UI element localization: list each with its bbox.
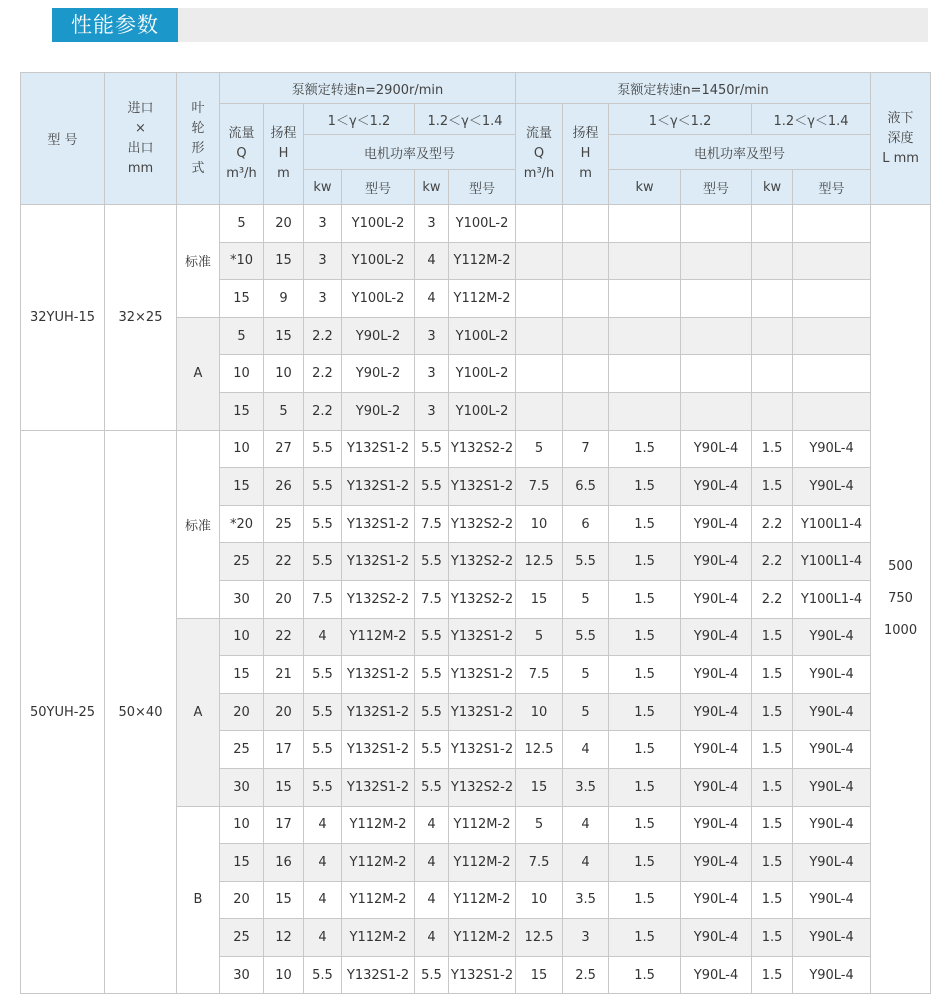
kw-cell: 2.2 <box>304 392 342 430</box>
header-type: 型号 <box>793 170 871 205</box>
kw-cell: 1.5 <box>609 430 681 468</box>
kw-cell: 4 <box>304 844 342 882</box>
motor-model-cell: Y90L-4 <box>681 806 752 844</box>
head-cell: 5.5 <box>563 543 609 581</box>
motor-model-cell: Y100L-2 <box>449 355 516 393</box>
header-speed-1450: 泵额定转速n=1450r/min <box>516 73 871 104</box>
flow-cell: 10 <box>516 693 563 731</box>
header-type: 型号 <box>342 170 415 205</box>
model-cell: 50YUH-25 <box>21 430 105 994</box>
head-cell: 5 <box>563 693 609 731</box>
kw-cell <box>609 242 681 280</box>
flow-cell: 12.5 <box>516 919 563 957</box>
head-cell: 15 <box>264 768 304 806</box>
flow-cell: 7.5 <box>516 844 563 882</box>
kw-cell: 1.5 <box>609 580 681 618</box>
header-kw: kw <box>752 170 793 205</box>
motor-model-cell <box>681 317 752 355</box>
motor-model-cell: Y132S2-2 <box>449 505 516 543</box>
kw-cell: 5.5 <box>304 656 342 694</box>
flow-cell: 30 <box>220 768 264 806</box>
kw-cell: 1.5 <box>752 956 793 994</box>
header-motor-2900: 电机功率及型号 <box>304 135 516 170</box>
kw-cell: 4 <box>415 280 449 318</box>
kw-cell: 2.2 <box>752 580 793 618</box>
flow-cell <box>516 242 563 280</box>
head-cell: 5.5 <box>563 618 609 656</box>
motor-model-cell: Y90L-4 <box>793 881 871 919</box>
flow-cell: 15 <box>516 768 563 806</box>
flow-cell <box>516 205 563 243</box>
kw-cell: 1.5 <box>752 468 793 506</box>
motor-model-cell: Y132S1-2 <box>449 731 516 769</box>
flow-cell <box>516 392 563 430</box>
head-cell: 3.5 <box>563 768 609 806</box>
motor-model-cell: Y132S2-2 <box>449 768 516 806</box>
impeller-cell: 标准 <box>177 205 220 318</box>
header-head-1450: 扬程 H m <box>563 104 609 205</box>
head-cell: 4 <box>563 844 609 882</box>
table-header <box>21 73 931 205</box>
flow-cell: 15 <box>516 580 563 618</box>
head-cell <box>563 205 609 243</box>
header-flow-1450: 流量 Q m³/h <box>516 104 563 205</box>
performance-table <box>20 72 931 994</box>
table-row <box>21 205 931 243</box>
head-cell: 5 <box>264 392 304 430</box>
kw-cell: 1.5 <box>609 693 681 731</box>
header-inlet-outlet: 进口 × 出口 mm <box>105 73 177 205</box>
motor-model-cell: Y112M-2 <box>449 881 516 919</box>
header-kw: kw <box>304 170 342 205</box>
motor-model-cell: Y132S1-2 <box>342 468 415 506</box>
header-kw: kw <box>609 170 681 205</box>
kw-cell: 5.5 <box>304 693 342 731</box>
flow-cell: 20 <box>220 881 264 919</box>
head-cell: 7 <box>563 430 609 468</box>
kw-cell: 7.5 <box>415 505 449 543</box>
kw-cell: 4 <box>415 242 449 280</box>
motor-model-cell: Y90L-4 <box>681 543 752 581</box>
header-flow-2900: 流量 Q m³/h <box>220 104 264 205</box>
kw-cell: 2.2 <box>304 317 342 355</box>
motor-model-cell: Y90L-4 <box>681 731 752 769</box>
head-cell: 22 <box>264 543 304 581</box>
motor-model-cell: Y132S1-2 <box>342 768 415 806</box>
head-cell: 15 <box>264 242 304 280</box>
header-speed-2900: 泵额定转速n=2900r/min <box>220 73 516 104</box>
motor-model-cell: Y100L-2 <box>342 242 415 280</box>
flow-cell: 7.5 <box>516 656 563 694</box>
kw-cell: 1.5 <box>752 768 793 806</box>
head-cell: 4 <box>563 731 609 769</box>
head-cell: 25 <box>264 505 304 543</box>
head-cell: 6.5 <box>563 468 609 506</box>
flow-cell: 20 <box>220 693 264 731</box>
flow-cell: 25 <box>220 919 264 957</box>
kw-cell: 1.5 <box>752 844 793 882</box>
motor-model-cell: Y112M-2 <box>449 844 516 882</box>
head-cell: 5 <box>563 656 609 694</box>
head-cell: 15 <box>264 881 304 919</box>
motor-model-cell: Y132S1-2 <box>342 693 415 731</box>
motor-model-cell: Y90L-4 <box>681 693 752 731</box>
motor-model-cell: Y132S1-2 <box>342 656 415 694</box>
head-cell: 10 <box>264 355 304 393</box>
motor-model-cell: Y132S1-2 <box>449 468 516 506</box>
motor-model-cell: Y132S2-2 <box>342 580 415 618</box>
section-header <box>52 8 928 42</box>
kw-cell: 1.5 <box>609 468 681 506</box>
motor-model-cell: Y132S1-2 <box>449 693 516 731</box>
kw-cell: 3 <box>304 280 342 318</box>
kw-cell: 1.5 <box>609 656 681 694</box>
motor-model-cell: Y90L-4 <box>681 881 752 919</box>
kw-cell: 2.2 <box>304 355 342 393</box>
impeller-cell: A <box>177 618 220 806</box>
flow-cell: 12.5 <box>516 543 563 581</box>
motor-model-cell: Y90L-4 <box>793 919 871 957</box>
kw-cell: 3 <box>415 355 449 393</box>
flow-cell: 5 <box>516 806 563 844</box>
flow-cell: 10 <box>516 505 563 543</box>
head-cell: 2.5 <box>563 956 609 994</box>
kw-cell: 5.5 <box>304 430 342 468</box>
motor-model-cell: Y132S1-2 <box>342 731 415 769</box>
depth-value: 1000 <box>884 623 918 639</box>
motor-model-cell <box>793 392 871 430</box>
motor-model-cell: Y132S2-2 <box>449 543 516 581</box>
kw-cell: 1.5 <box>609 881 681 919</box>
kw-cell: 4 <box>415 844 449 882</box>
flow-cell: 15 <box>220 392 264 430</box>
kw-cell: 3 <box>304 242 342 280</box>
kw-cell: 1.5 <box>609 768 681 806</box>
head-cell <box>563 392 609 430</box>
head-cell: 15 <box>264 317 304 355</box>
kw-cell: 1.5 <box>609 731 681 769</box>
head-cell: 27 <box>264 430 304 468</box>
flow-cell: 25 <box>220 543 264 581</box>
inlet-outlet-cell: 32×25 <box>105 205 177 431</box>
kw-cell: 1.5 <box>752 430 793 468</box>
motor-model-cell: Y112M-2 <box>449 242 516 280</box>
kw-cell: 5.5 <box>304 731 342 769</box>
motor-model-cell: Y100L1-4 <box>793 505 871 543</box>
kw-cell: 1.5 <box>609 806 681 844</box>
kw-cell <box>609 317 681 355</box>
kw-cell <box>609 205 681 243</box>
motor-model-cell: Y90L-4 <box>793 468 871 506</box>
motor-model-cell: Y90L-4 <box>681 468 752 506</box>
depth-value: 500 <box>888 559 913 575</box>
kw-cell: 7.5 <box>415 580 449 618</box>
kw-cell: 1.5 <box>609 618 681 656</box>
head-cell: 12 <box>264 919 304 957</box>
motor-model-cell: Y112M-2 <box>342 806 415 844</box>
kw-cell: 7.5 <box>304 580 342 618</box>
kw-cell <box>752 392 793 430</box>
motor-model-cell: Y100L-2 <box>449 392 516 430</box>
header-gamma2-2900: 1.2＜γ＜1.4 <box>415 104 516 135</box>
motor-model-cell <box>681 205 752 243</box>
motor-model-cell: Y112M-2 <box>342 618 415 656</box>
head-cell <box>563 242 609 280</box>
section-title: 性能参数 <box>52 8 178 42</box>
kw-cell: 1.5 <box>609 919 681 957</box>
motor-model-cell: Y132S1-2 <box>342 430 415 468</box>
kw-cell: 1.5 <box>752 618 793 656</box>
motor-model-cell <box>681 355 752 393</box>
inlet-outlet-cell: 50×40 <box>105 430 177 994</box>
motor-model-cell: Y90L-4 <box>793 430 871 468</box>
kw-cell: 3 <box>415 317 449 355</box>
motor-model-cell: Y90L-4 <box>793 693 871 731</box>
head-cell: 10 <box>264 956 304 994</box>
kw-cell: 1.5 <box>752 693 793 731</box>
flow-cell: *20 <box>220 505 264 543</box>
table-row <box>21 430 931 468</box>
head-cell <box>563 280 609 318</box>
motor-model-cell: Y112M-2 <box>342 919 415 957</box>
motor-model-cell: Y112M-2 <box>342 844 415 882</box>
kw-cell: 5.5 <box>415 430 449 468</box>
kw-cell: 4 <box>415 919 449 957</box>
kw-cell: 4 <box>304 919 342 957</box>
flow-cell: 15 <box>220 656 264 694</box>
kw-cell: 1.5 <box>609 844 681 882</box>
kw-cell: 1.5 <box>609 543 681 581</box>
header-head-2900: 扬程 H m <box>264 104 304 205</box>
flow-cell: 10 <box>220 806 264 844</box>
motor-model-cell: Y100L-2 <box>342 280 415 318</box>
motor-model-cell: Y90L-4 <box>681 844 752 882</box>
kw-cell: 2.2 <box>752 543 793 581</box>
motor-model-cell: Y90L-2 <box>342 392 415 430</box>
flow-cell <box>516 280 563 318</box>
motor-model-cell: Y90L-4 <box>681 919 752 957</box>
kw-cell: 5.5 <box>415 731 449 769</box>
flow-cell: 10 <box>220 355 264 393</box>
head-cell <box>563 355 609 393</box>
head-cell: 4 <box>563 806 609 844</box>
head-cell: 20 <box>264 693 304 731</box>
motor-model-cell <box>793 205 871 243</box>
kw-cell: 5.5 <box>304 768 342 806</box>
motor-model-cell: Y132S1-2 <box>342 505 415 543</box>
kw-cell: 5.5 <box>415 543 449 581</box>
kw-cell <box>752 205 793 243</box>
kw-cell <box>609 280 681 318</box>
header-gamma1-2900: 1＜γ＜1.2 <box>304 104 415 135</box>
flow-cell: 30 <box>220 956 264 994</box>
motor-model-cell: Y112M-2 <box>342 881 415 919</box>
kw-cell <box>609 355 681 393</box>
kw-cell: 5.5 <box>304 543 342 581</box>
flow-cell <box>516 317 563 355</box>
depth-value: 750 <box>888 591 913 607</box>
head-cell: 26 <box>264 468 304 506</box>
motor-model-cell: Y90L-4 <box>793 656 871 694</box>
flow-cell: 5 <box>516 430 563 468</box>
kw-cell: 4 <box>415 806 449 844</box>
kw-cell <box>752 280 793 318</box>
kw-cell: 3 <box>304 205 342 243</box>
flow-cell: 25 <box>220 731 264 769</box>
header-gamma2-1450: 1.2＜γ＜1.4 <box>752 104 871 135</box>
kw-cell: 5.5 <box>304 468 342 506</box>
kw-cell: 4 <box>415 881 449 919</box>
flow-cell: 15 <box>220 280 264 318</box>
motor-model-cell: Y132S2-2 <box>449 580 516 618</box>
motor-model-cell <box>793 242 871 280</box>
kw-cell: 1.5 <box>752 731 793 769</box>
motor-model-cell: Y90L-4 <box>681 618 752 656</box>
motor-model-cell: Y90L-4 <box>681 768 752 806</box>
model-cell: 32YUH-15 <box>21 205 105 431</box>
flow-cell: 10 <box>220 618 264 656</box>
motor-model-cell: Y112M-2 <box>449 919 516 957</box>
head-cell: 22 <box>264 618 304 656</box>
impeller-cell: A <box>177 317 220 430</box>
kw-cell: 1.5 <box>752 656 793 694</box>
impeller-cell: B <box>177 806 220 994</box>
header-type: 型号 <box>681 170 752 205</box>
flow-cell: 15 <box>220 468 264 506</box>
kw-cell <box>752 317 793 355</box>
kw-cell: 5.5 <box>415 468 449 506</box>
kw-cell: 5.5 <box>415 768 449 806</box>
motor-model-cell <box>681 242 752 280</box>
head-cell: 5 <box>563 580 609 618</box>
kw-cell: 5.5 <box>415 956 449 994</box>
flow-cell: 12.5 <box>516 731 563 769</box>
motor-model-cell: Y132S2-2 <box>449 430 516 468</box>
kw-cell <box>752 355 793 393</box>
flow-cell: 5 <box>220 317 264 355</box>
head-cell: 20 <box>264 580 304 618</box>
motor-model-cell: Y132S1-2 <box>342 543 415 581</box>
flow-cell: 7.5 <box>516 468 563 506</box>
flow-cell: 5 <box>220 205 264 243</box>
kw-cell: 1.5 <box>752 881 793 919</box>
head-cell: 3.5 <box>563 881 609 919</box>
motor-model-cell: Y132S1-2 <box>449 656 516 694</box>
kw-cell: 4 <box>304 806 342 844</box>
head-cell <box>563 317 609 355</box>
kw-cell: 5.5 <box>415 656 449 694</box>
motor-model-cell: Y90L-4 <box>793 844 871 882</box>
motor-model-cell: Y100L-2 <box>449 205 516 243</box>
motor-model-cell: Y90L-4 <box>681 580 752 618</box>
head-cell: 16 <box>264 844 304 882</box>
motor-model-cell: Y90L-4 <box>681 656 752 694</box>
motor-model-cell: Y90L-4 <box>793 731 871 769</box>
motor-model-cell: Y90L-4 <box>793 956 871 994</box>
motor-model-cell: Y90L-4 <box>793 806 871 844</box>
motor-model-cell: Y100L-2 <box>342 205 415 243</box>
flow-cell <box>516 355 563 393</box>
impeller-cell: 标准 <box>177 430 220 618</box>
flow-cell: 10 <box>220 430 264 468</box>
header-impeller-type: 叶 轮 形 式 <box>177 73 220 205</box>
motor-model-cell: Y90L-4 <box>793 768 871 806</box>
motor-model-cell: Y90L-2 <box>342 317 415 355</box>
depth-cell <box>871 205 931 994</box>
motor-model-cell <box>793 280 871 318</box>
flow-cell: 15 <box>516 956 563 994</box>
kw-cell: 5.5 <box>304 956 342 994</box>
motor-model-cell <box>793 355 871 393</box>
motor-model-cell: Y90L-4 <box>681 430 752 468</box>
kw-cell: 1.5 <box>752 806 793 844</box>
head-cell: 17 <box>264 806 304 844</box>
header-depth: 液下 深度 L mm <box>871 73 931 205</box>
motor-model-cell: Y132S1-2 <box>449 618 516 656</box>
motor-model-cell: Y90L-4 <box>793 618 871 656</box>
kw-cell: 2.2 <box>752 505 793 543</box>
head-cell: 6 <box>563 505 609 543</box>
flow-cell: 30 <box>220 580 264 618</box>
kw-cell <box>609 392 681 430</box>
motor-model-cell: Y132S1-2 <box>449 956 516 994</box>
motor-model-cell: Y90L-4 <box>681 956 752 994</box>
motor-model-cell: Y112M-2 <box>449 280 516 318</box>
header-model: 型 号 <box>21 73 105 205</box>
motor-model-cell: Y90L-4 <box>681 505 752 543</box>
kw-cell: 1.5 <box>752 919 793 957</box>
kw-cell: 1.5 <box>609 505 681 543</box>
motor-model-cell: Y100L1-4 <box>793 580 871 618</box>
motor-model-cell <box>793 317 871 355</box>
kw-cell: 4 <box>304 618 342 656</box>
motor-model-cell <box>681 392 752 430</box>
motor-model-cell: Y132S1-2 <box>342 956 415 994</box>
kw-cell: 3 <box>415 205 449 243</box>
head-cell: 20 <box>264 205 304 243</box>
head-cell: 9 <box>264 280 304 318</box>
header-type: 型号 <box>449 170 516 205</box>
kw-cell: 5.5 <box>304 505 342 543</box>
flow-cell: *10 <box>220 242 264 280</box>
table-body <box>21 205 931 994</box>
head-cell: 3 <box>563 919 609 957</box>
flow-cell: 15 <box>220 844 264 882</box>
kw-cell: 5.5 <box>415 618 449 656</box>
flow-cell: 10 <box>516 881 563 919</box>
header-motor-1450: 电机功率及型号 <box>609 135 871 170</box>
flow-cell: 5 <box>516 618 563 656</box>
kw-cell: 4 <box>304 881 342 919</box>
motor-model-cell: Y112M-2 <box>449 806 516 844</box>
head-cell: 21 <box>264 656 304 694</box>
head-cell: 17 <box>264 731 304 769</box>
kw-cell: 5.5 <box>415 693 449 731</box>
header-gamma1-1450: 1＜γ＜1.2 <box>609 104 752 135</box>
motor-model-cell <box>681 280 752 318</box>
kw-cell: 1.5 <box>609 956 681 994</box>
kw-cell: 3 <box>415 392 449 430</box>
motor-model-cell: Y100L-2 <box>449 317 516 355</box>
motor-model-cell: Y90L-2 <box>342 355 415 393</box>
motor-model-cell: Y100L1-4 <box>793 543 871 581</box>
header-kw: kw <box>415 170 449 205</box>
kw-cell <box>752 242 793 280</box>
